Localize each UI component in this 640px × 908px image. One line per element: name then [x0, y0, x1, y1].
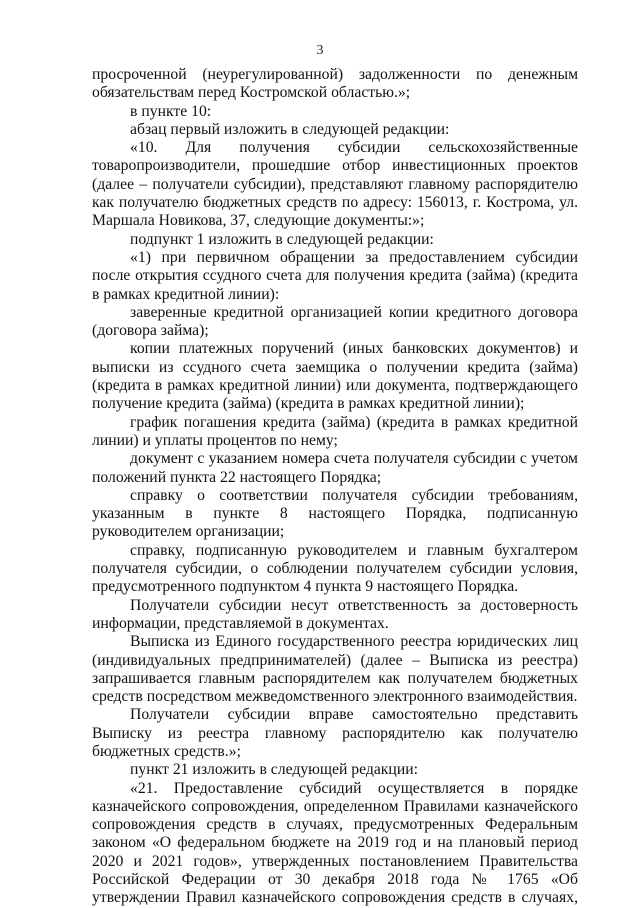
- paragraph: Получатели субсидии вправе самостоятельно представить Выписку из реестра главному распорядителю как получателю бюджетных средств.»;: [92, 706, 578, 760]
- paragraph: абзац первый изложить в следующей редакции:: [130, 120, 450, 138]
- paragraph: копии платежных поручений (иных банковских документов) и выписки из ссудного счета заемщика о получении кредита (займа) (кредита в рамках кредитной линии) или документа, подтверждающего получение кредита (займа) (кредита в рамках кредитной линии);: [92, 340, 578, 413]
- page-number: 3: [316, 43, 324, 58]
- paragraph: «10. Для получения субсидии сельскохозяйственные товаропроизводители, прошедшие отбор инвестиционных проектов (далее – получатели субсидии), представляют главному распорядителю как получателю бюджетных средств по адресу: 156013, г. Кострома, ул. Маршала Новикова, 37, следующие документы:»;: [92, 139, 578, 230]
- paragraph: в пункте 10:: [130, 102, 212, 120]
- paragraph: Получатели субсидии несут ответственность за достоверность информации, представляемой в документах.: [92, 596, 578, 632]
- paragraph: «1) при первичном обращении за предоставлением субсидии после открытия ссудного счета для получения кредита (займа) (кредита в рамках кредитной линии):: [92, 248, 578, 303]
- paragraph: подпункт 1 изложить в следующей редакции:: [130, 230, 434, 248]
- paragraph: документ с указанием номера счета получателя субсидии с учетом положений пункта 22 настоящего Порядка;: [92, 450, 578, 486]
- paragraph: справку о соответствии получателя субсидии требованиям, указанным в пункте 8 настоящего Порядка, подписанную руководителем организации;: [92, 486, 578, 541]
- paragraph: просроченной (неурегулированной) задолженности по денежным обязательствам перед Костромской областью.»;: [92, 66, 578, 102]
- document-body: [92, 66, 578, 908]
- paragraph: «21. Предоставление субсидий осуществляется в порядке казначейского сопровождения, определенном Правилами казначейского сопровождения средств в случаях, предусмотренных Федеральным законом «О федеральном бюджете на 2019 год и на плановый период 2020 и 2021 годов», утвержденных постановлением Правительства Российской Федерации от 30 декабря 2018 года № 1765 «Об утверждении Правил казначейского сопровождения средств в случаях,: [92, 779, 578, 907]
- paragraph: график погашения кредита (займа) (кредита в рамках кредитной линии) и уплаты процентов по нему;: [92, 413, 578, 449]
- paragraph: Выписка из Единого государственного реестра юридических лиц (индивидуальных предпринимателей) (далее – Выписка из реестра) запрашивается главным распорядителем как получателем бюджетных средств посредством межведомственного электронного взаимодействия.: [92, 633, 578, 706]
- paragraph: пункт 21 изложить в следующей редакции:: [130, 761, 418, 779]
- paragraph: справку, подписанную руководителем и главным бухгалтером получателя субсидии, о соблюдении получателем субсидии условия, предусмотренного подпунктом 4 пункта 9 настоящего Порядка.: [92, 541, 578, 596]
- paragraph: заверенные кредитной организацией копии кредитного договора (договора займа);: [92, 303, 578, 340]
